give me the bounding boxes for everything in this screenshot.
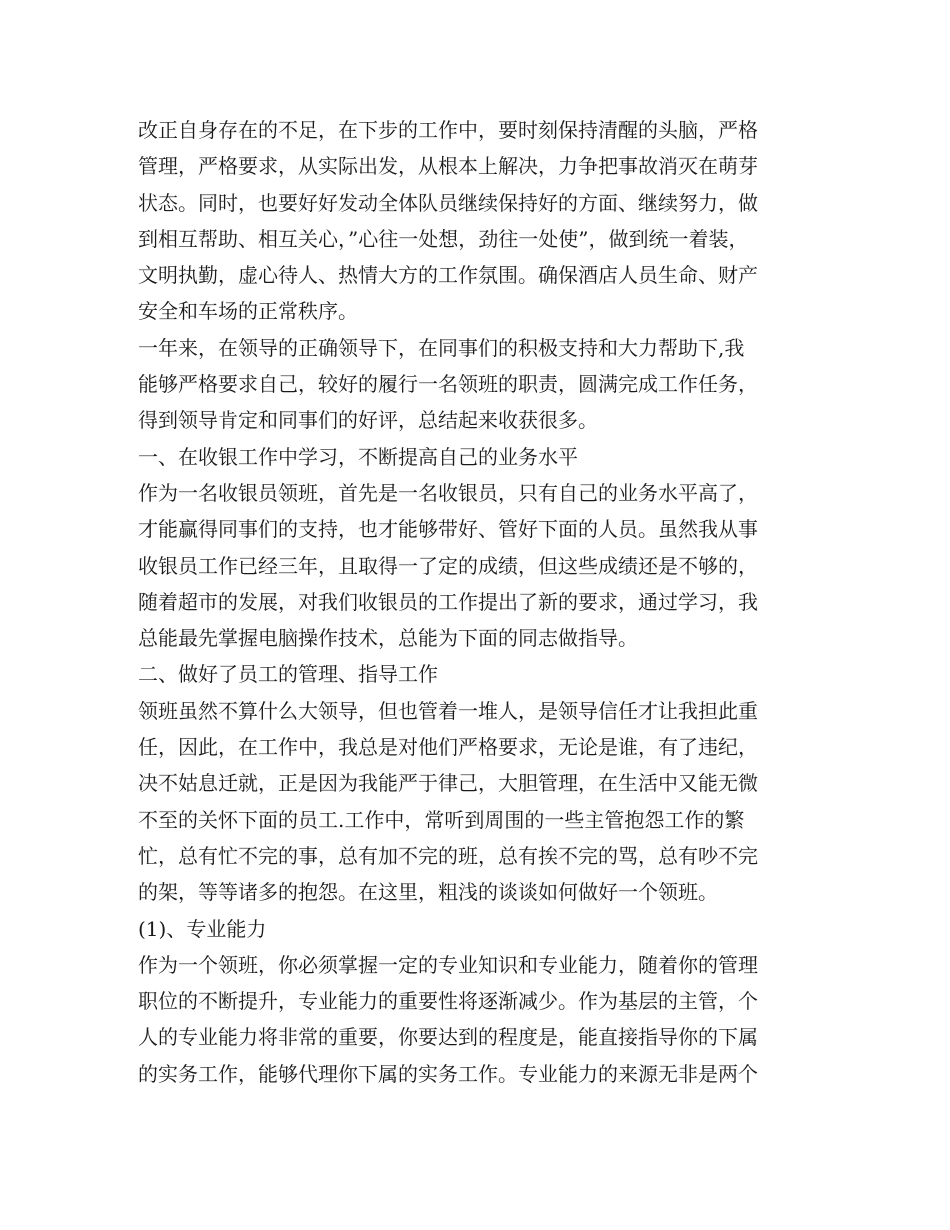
text-line: 作为一个领班，你必须掌握一定的专业知识和专业能力，随着你的管理 — [138, 952, 758, 977]
text-line: 人的专业能力将非常的重要，你要达到的程度是，能直接指导你的下属 — [138, 1025, 758, 1050]
text-line: 作为一名收银员领班，首先是一名收银员，只有自己的业务水平高了， — [138, 480, 758, 505]
section-heading: 一、在收银工作中学习，不断提高自己的业务水平 — [138, 444, 578, 469]
text-line: 到相互帮助、相互关心，”心往一处想，劲往一处使”，做到统一着装， — [138, 226, 749, 251]
text-line: 管理，严格要求，从实际出发，从根本上解决，力争把事故消灭在萌芽 — [138, 154, 758, 179]
text-line: 领班虽然不算什么大领导，但也管着一堆人，是领导信任才让我担此重 — [138, 698, 758, 723]
text-line: 能够严格要求自己，较好的履行一名领班的职责，圆满完成工作任务， — [138, 372, 758, 397]
text-line: 忙，总有忙不完的事，总有加不完的班，总有挨不完的骂，总有吵不完 — [138, 843, 758, 868]
text-line: 职位的不断提升，专业能力的重要性将逐渐减少。作为基层的主管，个 — [138, 989, 758, 1014]
text-line: 改正自身存在的不足，在下步的工作中，要时刻保持清醒的头脑，严格 — [138, 118, 758, 142]
body-text — [138, 112, 828, 1092]
text-line: 的实务工作，能够代理你下属的实务工作。专业能力的来源无非是两个 — [138, 1061, 758, 1086]
text-line: 不至的关怀下面的员工.工作中，常听到周围的一些主管抱怨工作的繁 — [138, 807, 745, 832]
text-line: 的架，等等诸多的抱怨。在这里，粗浅的谈谈如何做好一个领班。 — [138, 880, 718, 905]
text-line: 才能赢得同事们的支持，也才能够带好、管好下面的人员。虽然我从事 — [138, 517, 758, 542]
text-line: 收银员工作已经三年，且取得一了定的成绩，但这些成绩还是不够的， — [138, 553, 758, 578]
subsection-heading: (1)、专业能力 — [138, 916, 267, 941]
text-line: 决不姑息迁就，正是因为我能严于律己，大胆管理，在生活中又能无微 — [138, 771, 758, 796]
text-line: 得到领导肯定和同事们的好评，总结起来收获很多。 — [138, 408, 598, 433]
section-heading: 二、做好了员工的管理、指导工作 — [138, 662, 438, 687]
text-line: 文明执勤，虚心待人、热情大方的工作氛围。确保酒店人员生命、财产 — [138, 263, 758, 288]
text-line: 随着超市的发展，对我们收银员的工作提出了新的要求，通过学习，我 — [138, 589, 758, 614]
text-line: 一年来，在领导的正确领导下，在同事们的积极支持和大力帮助下,我 — [138, 335, 745, 360]
text-line: 安全和车场的正常秩序。 — [138, 299, 358, 324]
text-line: 总能最先掌握电脑操作技术，总能为下面的同志做指导。 — [138, 626, 638, 651]
text-line: 任，因此，在工作中，我总是对他们严格要求，无论是谁，有了违纪， — [138, 735, 758, 760]
text-line: 状态。同时，也要好好发动全体队员继续保持好的方面、继续努力，做 — [138, 190, 758, 215]
